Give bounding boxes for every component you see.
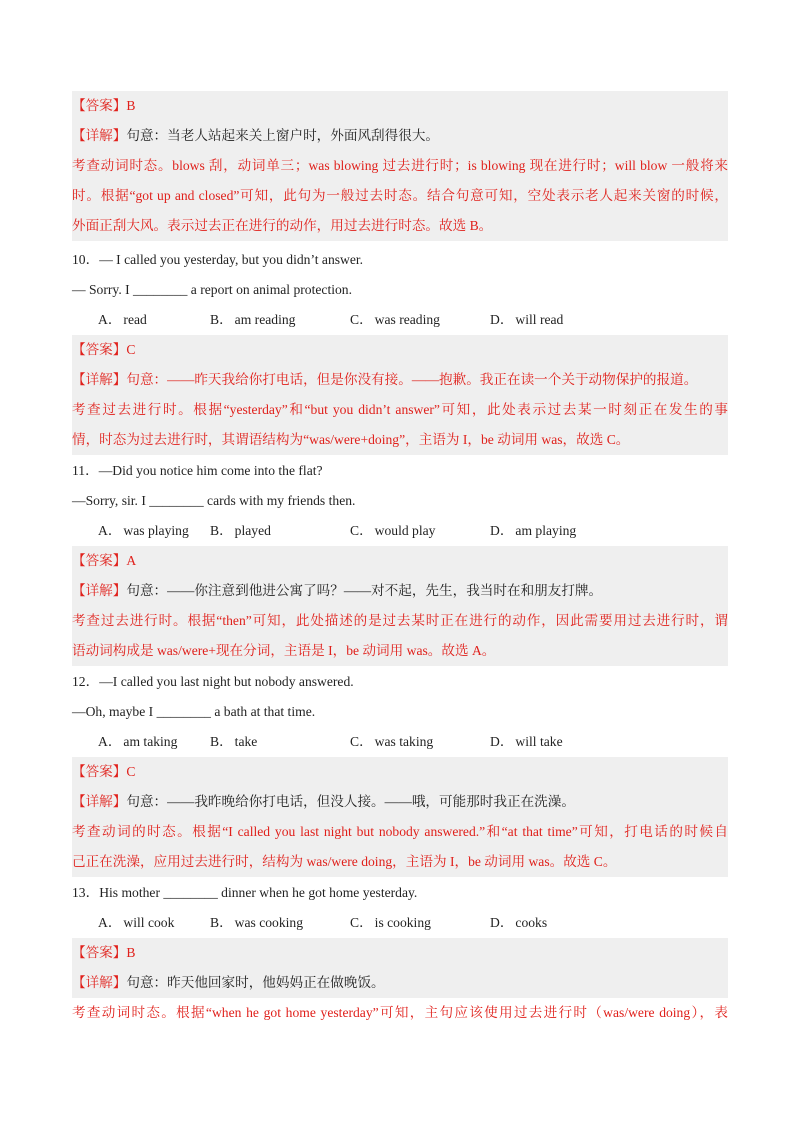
detail-line-13: 【详解】句意：昨天他回家时，他妈妈正在做晚饭。	[72, 968, 728, 998]
explanation-line: 考查过去进行时。根据“then”可知，此处描述的是过去某时正在进行的动作，因此需要用过去进行时，谓	[72, 606, 728, 636]
question-10-options	[72, 305, 728, 335]
question-11-line: 11．—Did you notice him come into the flat?	[72, 463, 323, 478]
option-a: A． will cook	[98, 915, 175, 930]
option-d: D． am playing	[490, 523, 577, 538]
option-d: D． will take	[490, 734, 563, 749]
answer-line-13: 【答案】B	[72, 938, 728, 968]
detail-line-10: 【详解】句意：——昨天我给你打电话，但是你没有接。——抱歉。我正在读一个关于动物保护的报道。	[72, 365, 728, 395]
explanation-line: 情，时态为过去进行时，其谓语结构为“was/were+doing”，主语为 I，be 动词用 was，故选 C。	[72, 425, 728, 455]
question-12-line: —Oh, maybe I ________ a bath at that time.	[72, 704, 316, 719]
option-c: C． was reading	[350, 312, 440, 327]
question-11-line: —Sorry, sir. I ________ cards with my friends then.	[72, 493, 356, 508]
option-b: B． was cooking	[210, 915, 304, 930]
explanation-line: 外面正刮大风。表示过去正在进行的动作，用过去进行时态。故选 B。	[72, 211, 728, 241]
option-a: A． read	[98, 312, 147, 327]
option-c: C． is cooking	[350, 915, 431, 930]
explanation-line: 时。根据“got up and closed”可知，此句为一般过去时态。结合句意可知，空处表示老人起来关窗的时候，	[72, 181, 728, 211]
question-11-options	[72, 516, 728, 546]
answer-line-10: 【答案】C	[72, 335, 728, 365]
question-13-options	[72, 908, 728, 938]
question-12-options	[72, 727, 728, 757]
option-b: B． am reading	[210, 312, 296, 327]
explanation-line: 己正在洗澡，应用过去进行时，结构为 was/were doing，主语为 I，be 动词用 was。故选 C。	[72, 847, 728, 877]
detail-line-11: 【详解】句意：——你注意到他进公寓了吗？——对不起，先生，我当时在和朋友打牌。	[72, 576, 728, 606]
explanation-line: 考查动词时态。blows 刮，动词单三；was blowing 过去进行时；is blowing 现在进行时；will blow 一般将来	[72, 151, 728, 181]
detail-line-12: 【详解】句意：——我昨晚给你打电话，但没人接。——哦，可能那时我正在洗澡。	[72, 787, 728, 817]
option-d: D． will read	[490, 312, 564, 327]
question-10-line: — Sorry. I ________ a report on animal protection.	[72, 282, 352, 297]
answer-line-11: 【答案】A	[72, 546, 728, 576]
question-12-line: 12．—I called you last night but nobody answered.	[72, 674, 354, 689]
explanation-line: 考查过去进行时。根据“yesterday”和“but you didn’t answer”可知，此处表示过去某一时刻正在发生的事	[72, 395, 728, 425]
option-b: B． take	[210, 734, 258, 749]
question-13-line: 13．His mother ________ dinner when he got home yesterday.	[72, 885, 418, 900]
option-a: A． am taking	[98, 734, 178, 749]
explanation-line: 考查动词时态。根据“when he got home yesterday”可知，主句应该使用过去进行时（was/were doing），表	[72, 1005, 728, 1020]
option-a: A． was playing	[98, 523, 189, 538]
option-b: B． played	[210, 523, 271, 538]
option-c: C． was taking	[350, 734, 434, 749]
option-d: D． cooks	[490, 915, 548, 930]
explanation-line: 语动词构成是 was/were+现在分词，主语是 I，be 动词用 was。故选 A。	[72, 636, 728, 666]
answer-line-12: 【答案】C	[72, 757, 728, 787]
answer-line-9: 【答案】B	[72, 91, 728, 121]
detail-line-9: 【详解】句意：当老人站起来关上窗户时，外面风刮得很大。	[72, 121, 728, 151]
explanation-line: 考查动词的时态。根据“I called you last night but nobody answered.”和“at that time”可知，打电话的时候自	[72, 817, 728, 847]
question-10-line: 10．— I called you yesterday, but you didn’t answer.	[72, 252, 364, 267]
option-c: C． would play	[350, 523, 436, 538]
